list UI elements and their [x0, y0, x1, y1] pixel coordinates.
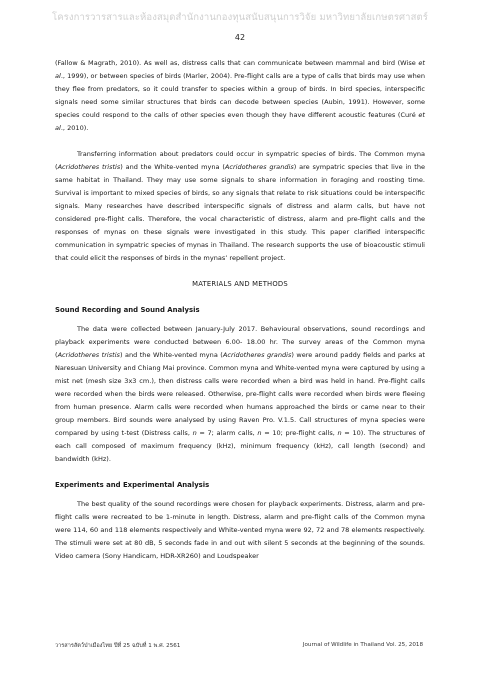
italic-text: et al [55, 59, 425, 80]
footer-journal-english: Journal of Wildlife in Thailand Vol. 25, 2018 [302, 642, 423, 648]
italic-text: n [257, 429, 262, 437]
species-name: Acridotheres tristis [57, 351, 120, 359]
text: = 7; alarm calls, [196, 429, 258, 437]
text: ) were around paddy fields and parks at Naresuan University and Chiang Mai province. Common myna and White-vented myna were captured by using a mist net (mesh size 3x3 cm.), then distress calls were recorded when a bird was held in hand. Pre-flight calls were recorded when the birds were released. Otherwise, pre-flight calls were recorded when birds were fleeing from human presence. Alarm calls were recorded when humans approached the birds or came near to their group members. Bird sounds were analysed by using Raven Pro. V.1.5. Call structures of myna species were compared by using t-test (Distress calls, [55, 351, 425, 437]
page-number: 42 [234, 33, 246, 42]
text: ) and the White-vented myna ( [120, 163, 225, 171]
text: (Fallow & Magrath, 2010). As well as, distress calls that can communicate between mammal and bird (Wise [55, 59, 419, 67]
text: ) and the White-vented myna ( [119, 351, 223, 359]
italic-text: et al [55, 111, 425, 132]
subsection-heading: Sound Recording and Sound Analysis [55, 306, 200, 314]
paragraph-1 [55, 57, 425, 135]
subsection-heading: Experiments and Experimental Analysis [55, 481, 210, 489]
paragraph-3 [55, 323, 425, 466]
paragraph-2 [55, 148, 425, 265]
text: ., 2010). [60, 124, 89, 132]
species-name: Acridotheres grandis [222, 351, 292, 359]
text: ., 1999), or between species of birds (Marler, 2004). Pre-flight calls are a type of calls that birds may use when they flee from predators, so it could transfer to species within a group of birds. In bird species, interspecific signals need some similar structures that birds can decode between species (Aubin, 1991). However, some species could respond to the calls of other species even though they have different acoustic features (Curé [55, 72, 425, 119]
section-heading: MATERIALS AND METHODS [192, 280, 288, 288]
text: ) are sympatric species that live in the same habitat in Thailand. They may use some signals to share information in foraging and roosting time. Survival is important to mixed species of birds, so any signals that relate to risk situations could be interspecific signals. Many researches have described interspecific signals of distress and alarm calls, but have not considered pre-flight calls. Therefore, the vocal characteristic of distress, alarm and pre-flight calls and the responses of mynas on these signals were investigated in this study. This paper clarified interspecific communication in sympatric species of mynas in Thailand. The research supports the use of bioacoustic stimuli that could elicit the responses of birds in the mynas’ repellent project. [55, 163, 425, 262]
footer-journal-thai: วารสารสัตว์ป่าเมืองไทย ปีที่ 25 ฉบับที่ 1 พ.ศ. 2561 [55, 643, 181, 649]
watermark-text: โครงการวารสารและห้องสมุดสำนักงานกองทุนสนับสนุนการวิจัย มหาวิทยาลัยเกษตรศาสตร์ [52, 12, 428, 23]
text: The data were collected between January-July 2017. Behavioural observations, sound recordings and playback experiments were conducted between 6.00- 18.00 hr. The survey areas of the Common myna ( [55, 325, 425, 359]
text: Transferring information about predators could occur in sympatric species of birds. The Common myna ( [55, 150, 425, 171]
italic-text: n [192, 429, 197, 437]
text: = 10; pre-flight calls, [261, 429, 338, 437]
paragraph-4: The best quality of the sound recordings were chosen for playback experiments. Distress, alarm and pre-flight calls were recreated to be 1-minute in length. Distress, alarm and pre-flight calls of the Common myna were 114, 60 and 118 elements respectively and White-vented myna were 92, 72 and 78 elements respectively. The stimuli were set at 80 dB, 5 seconds fade in and out with silent 5 seconds at the beginning of the sounds. Video camera (Sony Handicam, HDR-XR260) and Loudspeaker [55, 500, 425, 560]
species-name: Acridotheres grandis [224, 163, 294, 171]
species-name: Acridotheres tristis [57, 163, 121, 171]
text: = 10). The structures of each call composed of maximum frequency (kHz), minimum frequency (kHz), call length (second) and bandwidth (kHz). [55, 429, 425, 463]
article-body [55, 57, 425, 563]
italic-text: n [337, 429, 342, 437]
